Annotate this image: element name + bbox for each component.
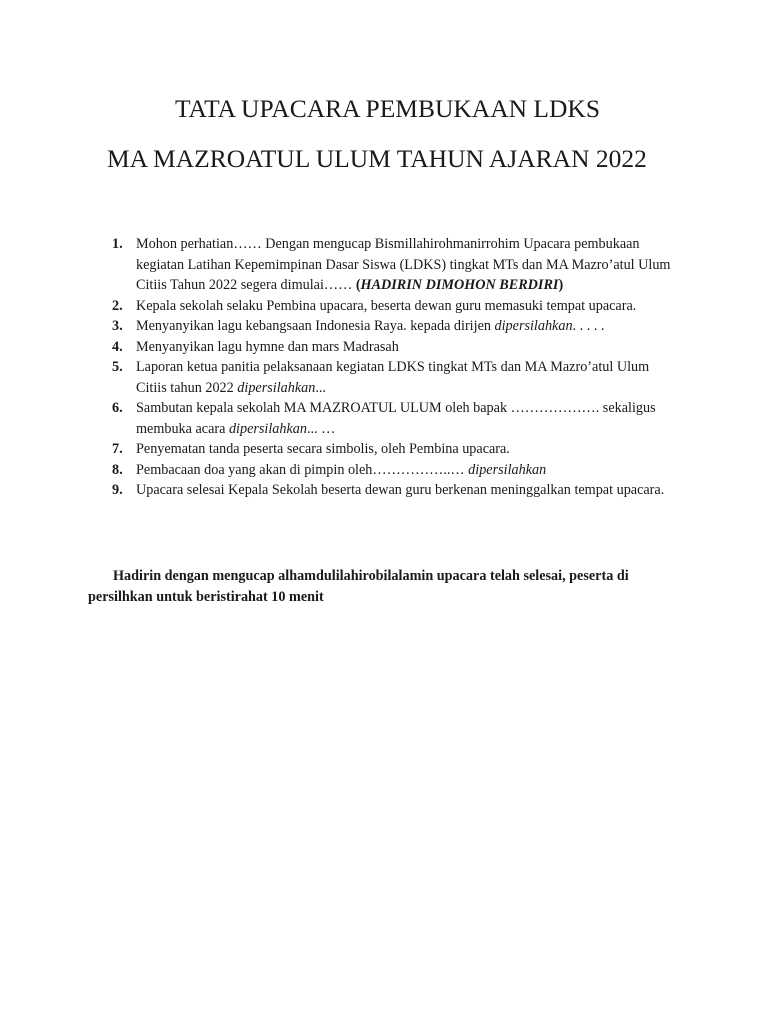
step-number: 8. [112, 461, 123, 478]
step-number: 1. [112, 236, 123, 252]
list-item [0, 296, 680, 317]
step-text: Upacara selesai Kepala Sekolah beserta dewan guru berkenan meninggalkan tempat upacara. [136, 482, 665, 498]
list-item [0, 234, 680, 296]
list-item [0, 357, 680, 398]
list-item [0, 316, 680, 337]
step-emphasis: HADIRIN DIMOHON BERDIRI [360, 277, 559, 293]
step-text: Pembacaan doa yang akan di pimpin oleh……………..… [136, 461, 469, 478]
step-number: 3. [112, 318, 123, 334]
step-suffix: ... [315, 379, 326, 396]
step-number: 7. [112, 441, 123, 457]
list-item [0, 480, 680, 501]
document-title: TATA UPACARA PEMBUKAAN LDKS [175, 94, 601, 123]
list-item [0, 439, 680, 460]
step-text: Laporan ketua panitia pelaksanaan kegiatan LDKS tingkat MTs dan MA Mazro’atul Ulum Citiis tahun 2022 [136, 359, 650, 396]
step-text: Menyanyikan lagu hymne dan mars Madrasah [136, 338, 399, 355]
ceremony-steps-list [0, 234, 768, 501]
step-emphasis: dipersilahkan [468, 461, 547, 478]
step-text: Menyanyikan lagu kebangsaan Indonesia Raya. kepada dirijen [136, 318, 495, 334]
step-number: 5. [112, 359, 123, 375]
step-bracket: ( [355, 277, 361, 293]
step-text: Penyematan tanda peserta secara simbolis, oleh Pembina upacara. [136, 441, 510, 457]
step-text: Mohon perhatian…… Dengan mengucap Bismillahirohmanirrohim Upacara pembukaan kegiatan Latihan Kepemimpinan Dasar Siswa (LDKS) tingkat MTs dan MA Mazro’atul Ulum Citiis Tahun 2022 segera dimulai…… [136, 236, 671, 293]
step-text: Kepala sekolah selaku Pembina upacara, beserta dewan guru memasuki tempat upacara. [136, 297, 637, 314]
list-item [0, 460, 680, 481]
closing-paragraph: Hadirin dengan mengucap alhamdulilahirobilalamin upacara telah selesai, peserta di persilhkan untuk beristirahat 10 menit [88, 568, 629, 605]
step-emphasis: dipersilahkan [237, 379, 316, 396]
document-subtitle: MA MAZROATUL ULUM TAHUN AJARAN 2022 [107, 144, 647, 173]
step-text: Sambutan kepala sekolah MA MAZROATUL ULUM oleh bapak ………………. sekaligus membuka acara [136, 400, 656, 437]
step-number: 9. [112, 482, 123, 498]
step-number: 4. [112, 338, 123, 355]
step-number: 2. [112, 297, 123, 314]
list-item [0, 337, 680, 358]
step-number: 6. [112, 400, 123, 416]
step-suffix: ... … [306, 420, 336, 437]
step-emphasis: dipersilahkan [494, 318, 573, 334]
step-emphasis: dipersilahkan [228, 420, 307, 437]
list-item [0, 398, 680, 439]
step-bracket: ) [558, 277, 564, 293]
step-suffix: . . . . . [572, 318, 605, 334]
